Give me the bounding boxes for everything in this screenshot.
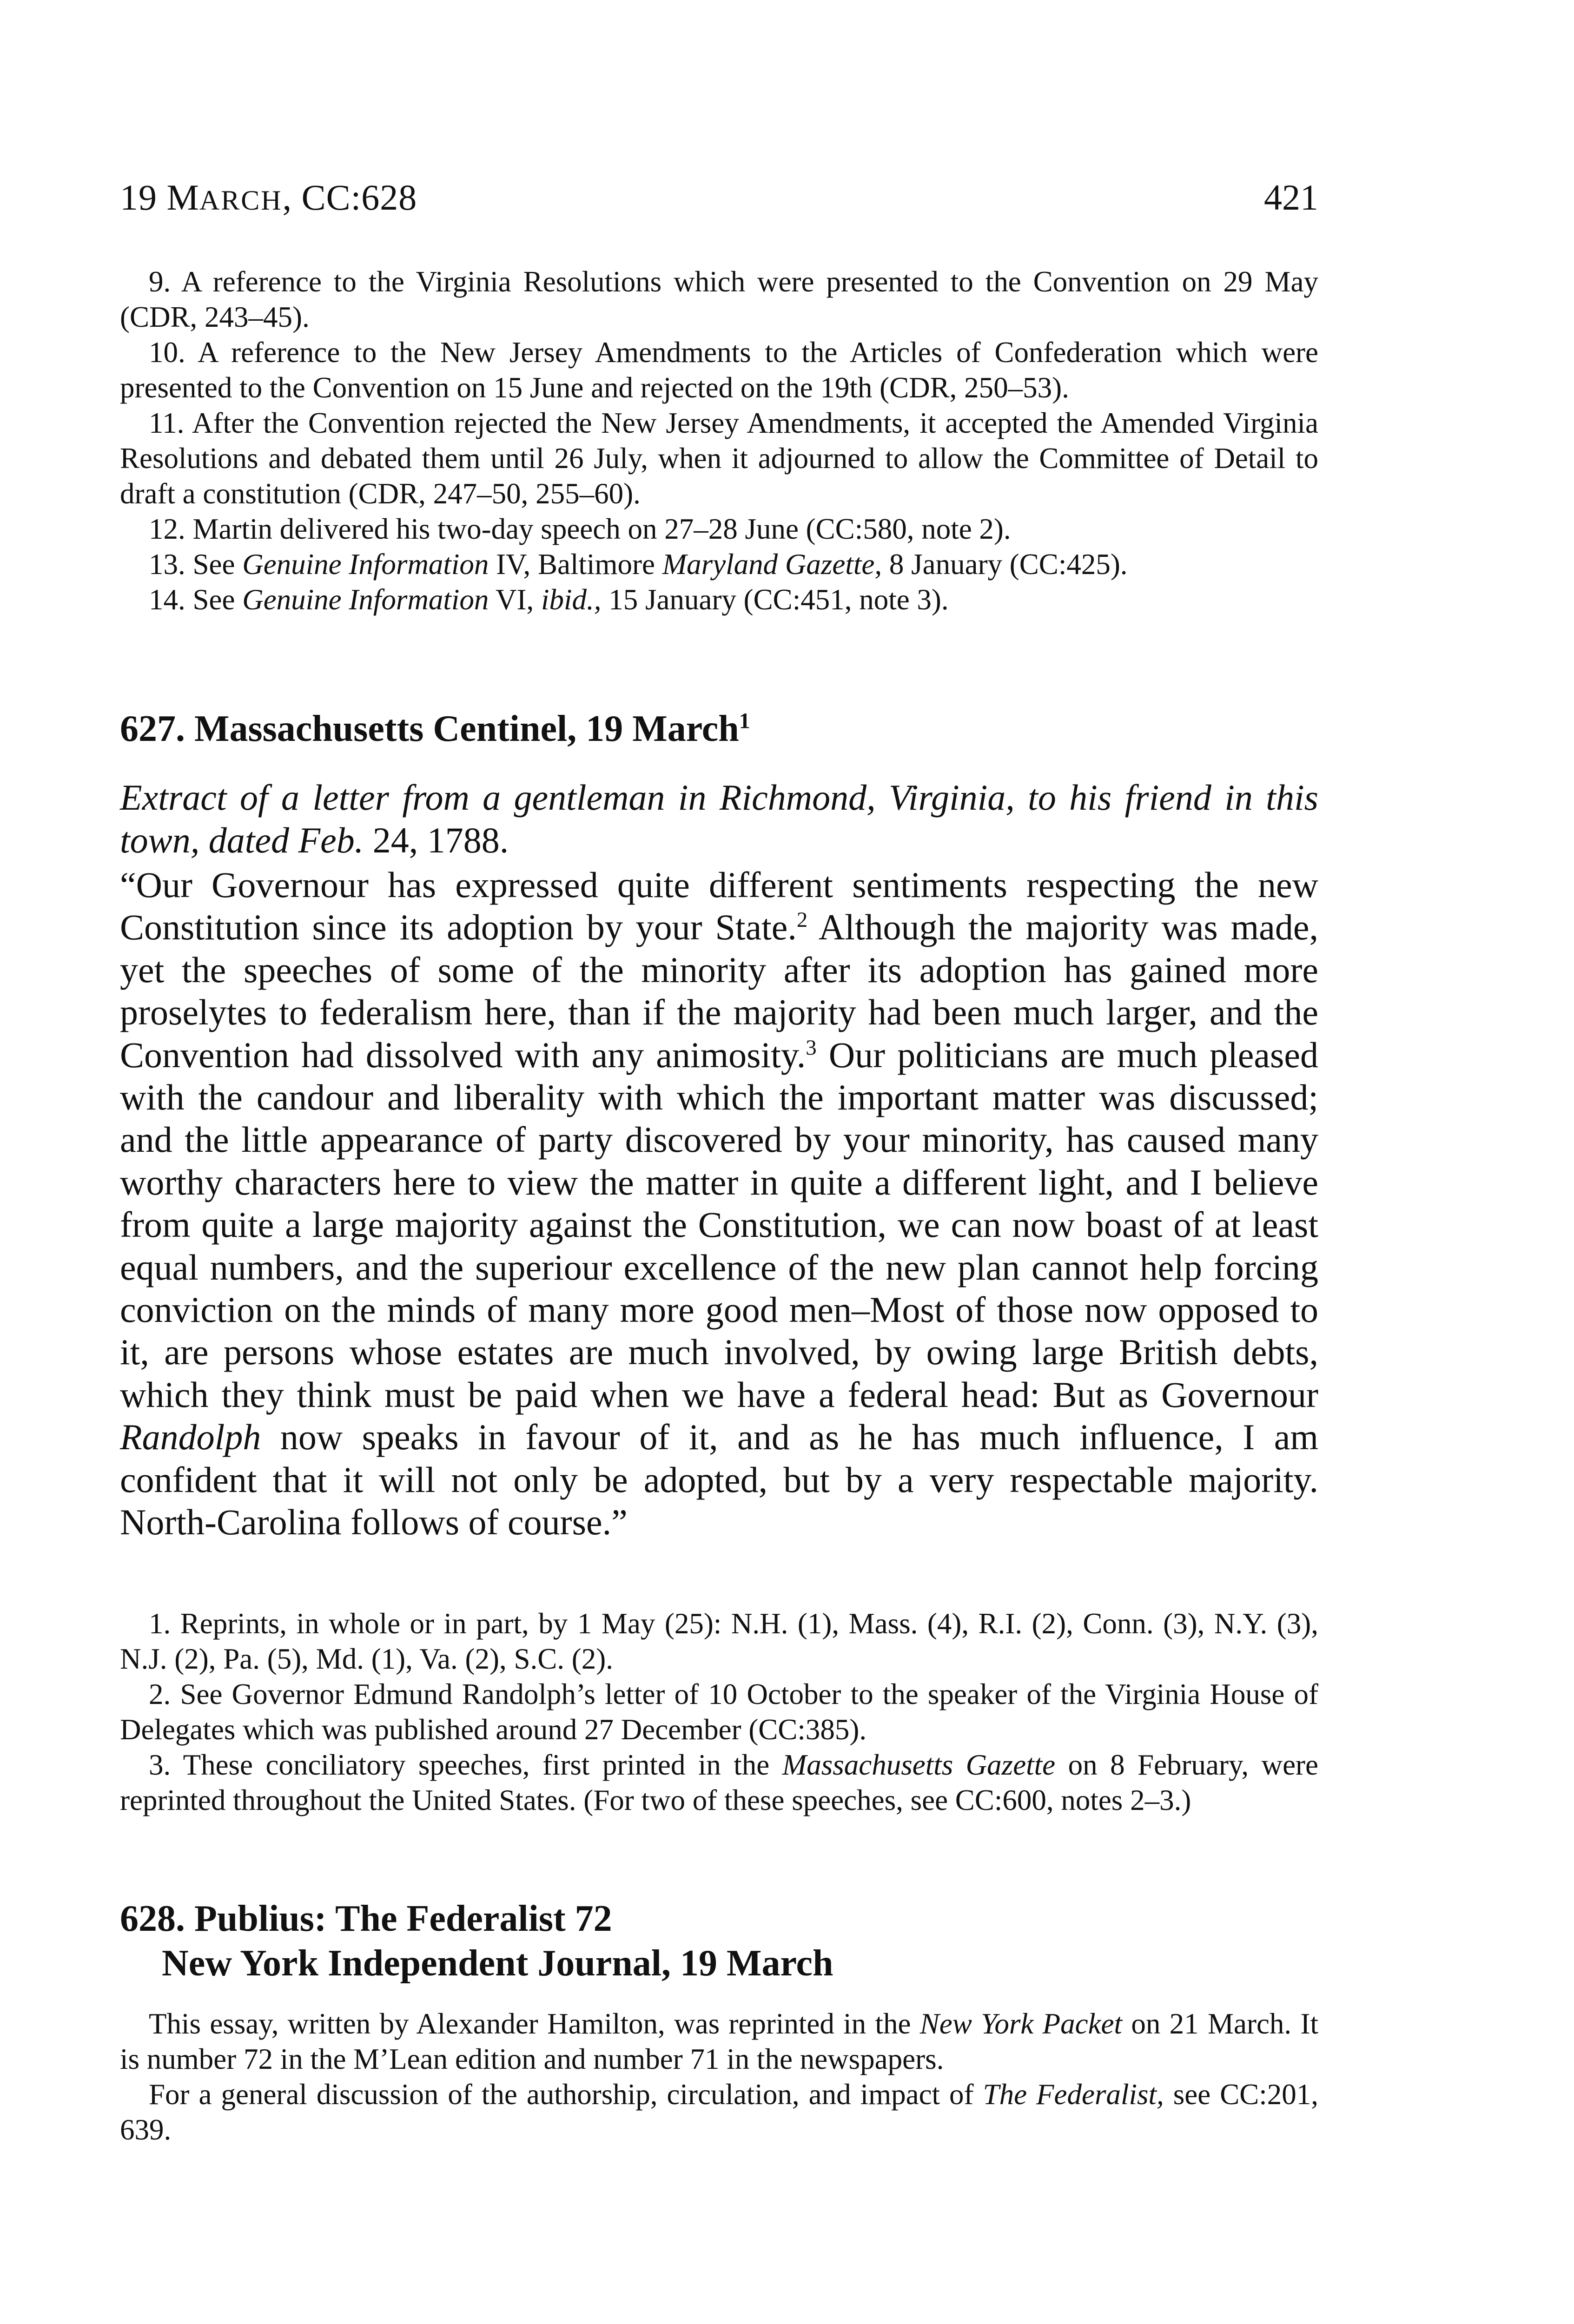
running-head-month-rest: ARCH (199, 185, 283, 216)
note-number: 13. (149, 548, 193, 581)
note-number: 14. (149, 583, 193, 616)
page-header (120, 177, 1318, 228)
entry-627-title (120, 706, 1318, 751)
entry-title-subline: New York Independent Journal, 19 March (162, 1943, 833, 1984)
note-number: 10. (149, 336, 198, 369)
note-text: 15 January (CC:451, note 3). (601, 583, 949, 616)
running-head (120, 177, 417, 218)
letter-text-segment: “Our Governour has expressed quite different sentiments respecting the new Constitution since its adoption by your State. (120, 865, 1318, 948)
note-item (120, 511, 1318, 547)
note-text: Reprints, in whole or in part, by 1 May (25): N.H. (1), Mass. (4), R.I. (2), Conn. (3), N.Y. (3), N.J. (2), Pa. (5), Md. (1), Va. (2), S.C. (2). (120, 1607, 1318, 1675)
note-italic-title: ibid., (541, 583, 602, 616)
note-text: IV, Baltimore (489, 548, 662, 581)
previous-entry-notes (120, 264, 1318, 617)
headnote-paragraph (120, 2006, 1318, 2077)
entry-628-title (120, 1896, 1318, 1986)
footnote-marker: 3 (806, 1035, 817, 1060)
entry-title-text: 627. Massachusetts Centinel, 19 March (120, 708, 739, 749)
note-italic-title: Massachusetts Gazette (782, 1749, 1056, 1781)
note-number: 11. (149, 407, 192, 439)
letter-italic-name: Randolph (120, 1417, 261, 1458)
note-italic-title: Maryland Gazette, (662, 548, 882, 581)
note-italic-title: Genuine Information (242, 548, 489, 581)
headnote-text: This essay, written by Alexander Hamilton, was reprinted in the (149, 2007, 920, 2040)
note-text: See (192, 583, 243, 616)
headnote-text: on 21 March. It is number 72 in the M’Lean edition and number 71 in the newspapers. (120, 2007, 1318, 2075)
running-head-day: 19 (120, 177, 167, 218)
headnote-text: see CC:201, 639. (120, 2078, 1318, 2146)
note-item (120, 1677, 1318, 1747)
note-text: on 8 February, were reprinted throughout the United States. (For two of these speeches, see CC:600, notes 2–3.) (120, 1749, 1319, 1816)
running-head-reference: , CC:628 (282, 177, 417, 218)
note-number: 9. (149, 265, 181, 298)
entry-627-body (120, 864, 1318, 1544)
letter-text-segment: Our politicians are much pleased with the candour and liberality with which the important matter was discussed; and the little appearance of party discovered by your minority, has caused many worthy characters here to view the matter in quite a different light, and I believe from quite a large majority against the Constitution, we can now boast of at least equal numbers, and the superiour excellence of the new plan cannot help forcing conviction on the minds of many more good men–Most of those now opposed to it, are persons whose estates are much involved, by owing large British debts, which they think must be paid when we have a federal head: But as Governour (120, 1034, 1318, 1415)
page-number: 421 (1264, 177, 1318, 218)
running-head-month-initial: M (166, 177, 199, 218)
entry-title-text: 628. Publius: The Federalist 72 (120, 1898, 612, 1939)
letter-text-segment: Although the majority was made, yet the speeches of some of the minority after its adoption has gained more proselytes to federalism here, than if the majority had been much larger, and the Convention had dissolved with any animosity. (120, 907, 1318, 1075)
headnote-italic-title: The Federalist, (983, 2078, 1164, 2111)
note-number: 12. (149, 513, 193, 545)
note-number: 2. (149, 1678, 180, 1710)
note-number: 3. (149, 1749, 183, 1781)
note-item (120, 335, 1318, 405)
entry-627-notes (120, 1606, 1318, 1818)
note-text: A reference to the New Jersey Amendments to the Articles of Confederation which were presented to the Convention on 15 June and rejected on the 19th (CDR, 250–53). (120, 336, 1318, 404)
note-item (120, 582, 1318, 617)
entry-628-headnote (120, 2006, 1318, 2147)
headnote-italic-title: New York Packet (919, 2007, 1123, 2040)
letter-text-segment: now speaks in favour of it, and as he has much influence, I am confident that it will not only be adopted, but by a very respectable majority. North-Carolina follows of course.” (120, 1417, 1318, 1543)
note-text: See Governor Edmund Randolph’s letter of 10 October to the speaker of the Virginia House of Delegates which was published around 27 December (CC:385). (120, 1678, 1318, 1746)
headnote-text: For a general discussion of the authorship, circulation, and impact of (149, 2078, 983, 2111)
note-item (120, 1747, 1318, 1818)
note-item (120, 547, 1318, 582)
note-text: VI, (489, 583, 541, 616)
letter-text (120, 864, 1318, 1544)
note-text: See (192, 548, 243, 581)
note-number: 1. (149, 1607, 180, 1640)
headnote-paragraph (120, 2077, 1318, 2147)
note-text: After the Convention rejected the New Jersey Amendments, it accepted the Amended Virginia Resolutions and debated them until 26 July, when it adjourned to allow the Committee of Detail to draft a constitution (CDR, 247–50, 255–60). (120, 407, 1319, 510)
note-item (120, 1606, 1318, 1677)
note-text: 8 January (CC:425). (882, 548, 1128, 581)
intro-italic-text: Extract of a letter from a gentleman in Richmond, Virginia, to his friend in this town, dated Feb. (120, 777, 1318, 860)
footnote-marker: 2 (796, 908, 808, 932)
note-text: These conciliatory speeches, first printed in the (183, 1749, 782, 1781)
footnote-marker: 1 (739, 708, 750, 733)
note-item (120, 405, 1318, 511)
note-text: A reference to the Virginia Resolutions which were presented to the Convention on 29 May (CDR, 243–45). (120, 265, 1318, 333)
note-italic-title: Genuine Information (242, 583, 489, 616)
entry-627-intro (120, 776, 1318, 862)
note-item (120, 264, 1318, 335)
intro-date: 24, 1788. (364, 820, 509, 860)
note-text: Martin delivered his two-day speech on 27–28 June (CC:580, note 2). (192, 513, 1011, 545)
